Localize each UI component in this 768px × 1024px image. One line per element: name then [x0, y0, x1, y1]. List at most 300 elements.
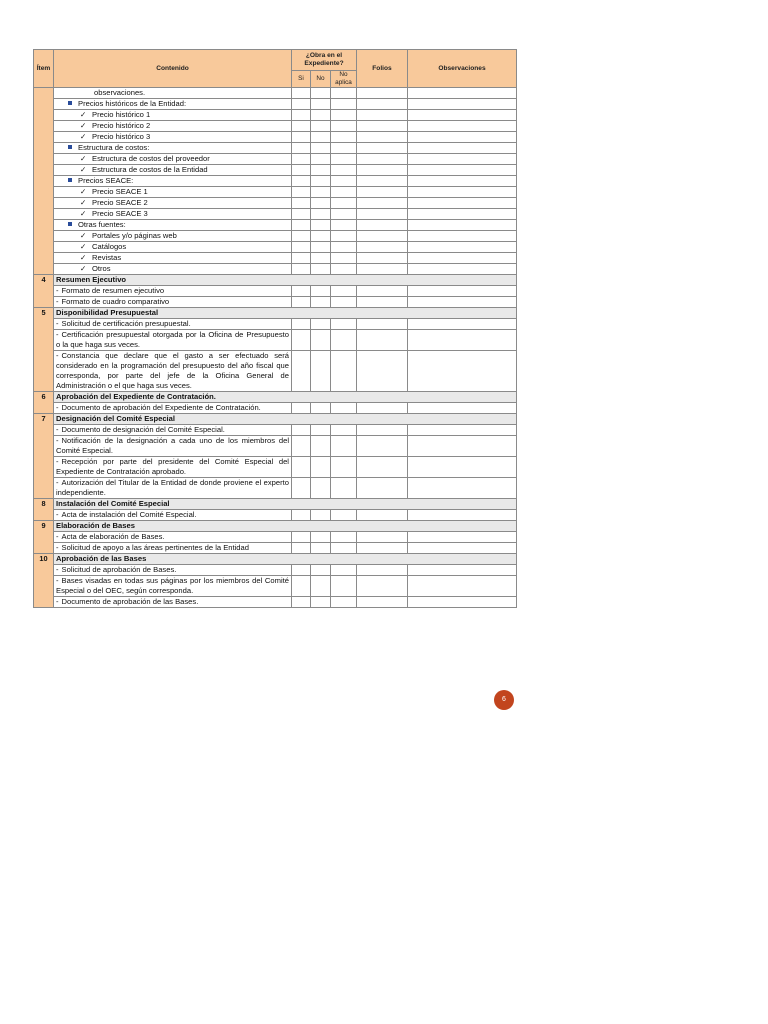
- content-text: Recepción por parte del presidente del Comité Especial del Expediente de Contratación aprobado.: [56, 457, 289, 476]
- check-cell[interactable]: [408, 253, 517, 264]
- check-cell[interactable]: [311, 286, 331, 297]
- content-cell: [54, 99, 292, 110]
- check-cell[interactable]: [357, 220, 408, 231]
- check-cell[interactable]: [357, 330, 408, 351]
- check-cell[interactable]: [331, 330, 357, 351]
- check-cell[interactable]: [292, 532, 311, 543]
- check-cell[interactable]: [311, 457, 331, 478]
- table-row: [34, 99, 517, 110]
- check-cell[interactable]: [311, 565, 331, 576]
- check-cell[interactable]: [331, 99, 357, 110]
- check-cell[interactable]: [311, 143, 331, 154]
- content-text: Precios históricos de la Entidad:: [78, 99, 187, 108]
- check-cell[interactable]: [292, 330, 311, 351]
- content-cell: [54, 209, 292, 220]
- content-cell: [54, 297, 292, 308]
- item-number: 5: [34, 308, 54, 392]
- dash-bullet-icon: -: [56, 597, 59, 606]
- check-cell[interactable]: [408, 187, 517, 198]
- checkmark-icon: ✓: [80, 264, 87, 273]
- check-cell[interactable]: [408, 532, 517, 543]
- check-cell[interactable]: [331, 351, 357, 392]
- check-cell[interactable]: [408, 154, 517, 165]
- content-cell: [54, 88, 292, 99]
- check-cell[interactable]: [331, 231, 357, 242]
- content-text: Acta de instalación del Comité Especial.: [61, 510, 197, 519]
- check-cell[interactable]: [408, 110, 517, 121]
- table-row: [34, 231, 517, 242]
- dash-bullet-icon: -: [56, 330, 59, 339]
- check-cell[interactable]: [357, 198, 408, 209]
- check-cell[interactable]: [292, 478, 311, 499]
- check-cell[interactable]: [311, 132, 331, 143]
- dash-bullet-icon: -: [56, 565, 59, 574]
- item-number-cell: [34, 88, 54, 275]
- content-text: Documento de designación del Comité Especial.: [61, 425, 225, 434]
- checkmark-icon: ✓: [80, 165, 87, 174]
- check-cell[interactable]: [357, 165, 408, 176]
- check-cell[interactable]: [357, 543, 408, 554]
- content-cell: [54, 132, 292, 143]
- checklist-table: [33, 49, 517, 608]
- table-row: [34, 264, 517, 275]
- dash-bullet-icon: -: [56, 403, 59, 412]
- checkmark-icon: ✓: [80, 253, 87, 262]
- content-cell: [54, 143, 292, 154]
- checkmark-icon: ✓: [80, 187, 87, 196]
- content-cell: [54, 330, 292, 351]
- check-cell[interactable]: [331, 209, 357, 220]
- content-cell: [54, 121, 292, 132]
- check-cell[interactable]: [357, 457, 408, 478]
- check-cell[interactable]: [292, 143, 311, 154]
- content-cell: [54, 576, 292, 597]
- check-cell[interactable]: [292, 565, 311, 576]
- table-row: [34, 532, 517, 543]
- check-cell[interactable]: [292, 319, 311, 330]
- content-cell: [54, 286, 292, 297]
- check-cell[interactable]: [331, 121, 357, 132]
- content-cell: [54, 403, 292, 414]
- content-cell: [54, 176, 292, 187]
- check-cell[interactable]: [408, 143, 517, 154]
- check-cell[interactable]: [292, 510, 311, 521]
- check-cell[interactable]: [408, 220, 517, 231]
- content-cell: [54, 154, 292, 165]
- header-item: Ítem: [34, 50, 54, 88]
- table-row: [34, 220, 517, 231]
- check-cell[interactable]: [331, 132, 357, 143]
- check-cell[interactable]: [311, 231, 331, 242]
- check-cell[interactable]: [331, 425, 357, 436]
- table-row: [34, 176, 517, 187]
- check-cell[interactable]: [357, 253, 408, 264]
- check-cell[interactable]: [408, 425, 517, 436]
- content-text: Revistas: [92, 253, 122, 262]
- check-cell[interactable]: [408, 330, 517, 351]
- square-bullet-icon: [68, 145, 72, 149]
- check-cell[interactable]: [331, 576, 357, 597]
- table-row: [34, 121, 517, 132]
- check-cell[interactable]: [408, 403, 517, 414]
- check-cell[interactable]: [292, 110, 311, 121]
- check-cell[interactable]: [331, 457, 357, 478]
- check-cell[interactable]: [311, 242, 331, 253]
- check-cell[interactable]: [408, 165, 517, 176]
- check-cell[interactable]: [331, 532, 357, 543]
- item-number: 8: [34, 499, 54, 521]
- check-cell[interactable]: [408, 478, 517, 499]
- section-header-row: [34, 308, 517, 319]
- item-number: 9: [34, 521, 54, 554]
- check-cell[interactable]: [292, 297, 311, 308]
- check-cell[interactable]: [331, 264, 357, 275]
- check-cell[interactable]: [292, 231, 311, 242]
- dash-bullet-icon: -: [56, 543, 59, 552]
- content-cell: [54, 425, 292, 436]
- check-cell[interactable]: [311, 576, 331, 597]
- check-cell[interactable]: [331, 187, 357, 198]
- content-cell: [54, 264, 292, 275]
- checkmark-icon: ✓: [80, 242, 87, 251]
- check-cell[interactable]: [408, 457, 517, 478]
- content-cell: [54, 187, 292, 198]
- check-cell[interactable]: [311, 253, 331, 264]
- check-cell[interactable]: [357, 532, 408, 543]
- content-text: Constancia que declare que el gasto a ser efectuado será considerado en la programación del presupuesto del año fiscal que corresponda, por parte del jefe de la Oficina General de Administración o el que haga sus veces.: [56, 351, 289, 390]
- check-cell[interactable]: [311, 121, 331, 132]
- check-cell[interactable]: [357, 110, 408, 121]
- check-cell[interactable]: [357, 132, 408, 143]
- item-number: 10: [34, 554, 54, 608]
- check-cell[interactable]: [311, 99, 331, 110]
- table-row: [34, 88, 517, 99]
- check-cell[interactable]: [292, 576, 311, 597]
- check-cell[interactable]: [357, 597, 408, 608]
- check-cell[interactable]: [408, 543, 517, 554]
- check-cell[interactable]: [357, 425, 408, 436]
- check-cell[interactable]: [357, 351, 408, 392]
- content-text: Documento de aprobación de las Bases.: [61, 597, 199, 606]
- check-cell[interactable]: [331, 88, 357, 99]
- check-cell[interactable]: [311, 165, 331, 176]
- check-cell[interactable]: [331, 297, 357, 308]
- check-cell[interactable]: [292, 132, 311, 143]
- dash-bullet-icon: -: [56, 286, 59, 295]
- check-cell[interactable]: [408, 319, 517, 330]
- square-bullet-icon: [68, 101, 72, 105]
- content-text: Precio histórico 3: [92, 132, 151, 141]
- content-text: Solicitud de aprobación de Bases.: [61, 565, 177, 574]
- dash-bullet-icon: -: [56, 576, 59, 585]
- check-cell[interactable]: [292, 99, 311, 110]
- header-si: Si: [292, 71, 311, 88]
- content-cell: [54, 319, 292, 330]
- content-text: Notificación de la designación a cada uno de los miembros del Comité Especial.: [56, 436, 289, 455]
- check-cell[interactable]: [311, 478, 331, 499]
- check-cell[interactable]: [357, 436, 408, 457]
- table-row: [34, 543, 517, 554]
- check-cell[interactable]: [331, 176, 357, 187]
- check-cell[interactable]: [331, 154, 357, 165]
- check-cell[interactable]: [311, 330, 331, 351]
- check-cell[interactable]: [357, 510, 408, 521]
- content-cell: [54, 543, 292, 554]
- check-cell[interactable]: [331, 242, 357, 253]
- content-text: Formato de cuadro comparativo: [61, 297, 170, 306]
- check-cell[interactable]: [408, 121, 517, 132]
- check-cell[interactable]: [292, 198, 311, 209]
- check-cell[interactable]: [408, 176, 517, 187]
- content-text: Otros: [92, 264, 111, 273]
- header-observaciones: Observaciones: [408, 50, 517, 88]
- check-cell[interactable]: [331, 319, 357, 330]
- table-row: [34, 510, 517, 521]
- check-cell[interactable]: [311, 154, 331, 165]
- check-cell[interactable]: [408, 597, 517, 608]
- check-cell[interactable]: [292, 220, 311, 231]
- check-cell[interactable]: [311, 187, 331, 198]
- table-row: [34, 576, 517, 597]
- table-row: [34, 457, 517, 478]
- check-cell[interactable]: [311, 403, 331, 414]
- check-cell[interactable]: [292, 88, 311, 99]
- table-header: [34, 50, 517, 88]
- check-cell[interactable]: [311, 176, 331, 187]
- header-folios: Folios: [357, 50, 408, 88]
- content-text: Precio SEACE 3: [92, 209, 148, 218]
- table-row: [34, 132, 517, 143]
- check-cell[interactable]: [357, 143, 408, 154]
- content-text: Precio histórico 2: [92, 121, 151, 130]
- content-text: Otras fuentes:: [78, 220, 126, 229]
- check-cell[interactable]: [292, 351, 311, 392]
- section-title: Aprobación del Expediente de Contratación.: [54, 392, 517, 403]
- content-text: Portales y/o páginas web: [92, 231, 177, 240]
- check-cell[interactable]: [408, 576, 517, 597]
- content-cell: [54, 436, 292, 457]
- check-cell[interactable]: [331, 510, 357, 521]
- check-cell[interactable]: [311, 510, 331, 521]
- content-text: Precio SEACE 1: [92, 187, 148, 196]
- content-cell: [54, 110, 292, 121]
- check-cell[interactable]: [292, 121, 311, 132]
- table-row: [34, 253, 517, 264]
- table-row: [34, 425, 517, 436]
- dash-bullet-icon: -: [56, 436, 59, 445]
- check-cell[interactable]: [408, 297, 517, 308]
- check-cell[interactable]: [311, 220, 331, 231]
- check-cell[interactable]: [331, 143, 357, 154]
- dash-bullet-icon: -: [56, 478, 59, 487]
- content-cell: [54, 242, 292, 253]
- check-cell[interactable]: [311, 297, 331, 308]
- header-no: No: [311, 71, 331, 88]
- section-title: Instalación del Comité Especial: [54, 499, 517, 510]
- check-cell[interactable]: [311, 597, 331, 608]
- dash-bullet-icon: -: [56, 297, 59, 306]
- content-text: Precio SEACE 2: [92, 198, 148, 207]
- table-row: [34, 597, 517, 608]
- table-row: [34, 165, 517, 176]
- table-row: [34, 209, 517, 220]
- check-cell[interactable]: [331, 403, 357, 414]
- check-cell[interactable]: [357, 403, 408, 414]
- section-title: Disponibilidad Presupuestal: [54, 308, 517, 319]
- table-row: [34, 297, 517, 308]
- check-cell[interactable]: [357, 478, 408, 499]
- table-row: [34, 565, 517, 576]
- table-row: [34, 351, 517, 392]
- dash-bullet-icon: -: [56, 532, 59, 541]
- table-row: [34, 198, 517, 209]
- checkmark-icon: ✓: [80, 121, 87, 130]
- check-cell[interactable]: [292, 154, 311, 165]
- check-cell[interactable]: [357, 264, 408, 275]
- content-cell: [54, 597, 292, 608]
- content-cell: [54, 565, 292, 576]
- check-cell[interactable]: [331, 198, 357, 209]
- check-cell[interactable]: [408, 242, 517, 253]
- check-cell[interactable]: [357, 187, 408, 198]
- check-cell[interactable]: [408, 565, 517, 576]
- check-cell[interactable]: [408, 286, 517, 297]
- section-header-row: [34, 392, 517, 403]
- check-cell[interactable]: [357, 121, 408, 132]
- checkmark-icon: ✓: [80, 209, 87, 218]
- item-number: 7: [34, 414, 54, 499]
- check-cell[interactable]: [357, 319, 408, 330]
- check-cell[interactable]: [292, 436, 311, 457]
- checkmark-icon: ✓: [80, 110, 87, 119]
- content-cell: [54, 231, 292, 242]
- check-cell[interactable]: [311, 543, 331, 554]
- content-text: Estructura de costos del proveedor: [92, 154, 210, 163]
- dash-bullet-icon: -: [56, 425, 59, 434]
- check-cell[interactable]: [311, 319, 331, 330]
- check-cell[interactable]: [292, 457, 311, 478]
- check-cell[interactable]: [357, 286, 408, 297]
- table-row: [34, 319, 517, 330]
- square-bullet-icon: [68, 222, 72, 226]
- check-cell[interactable]: [357, 576, 408, 597]
- check-cell[interactable]: [311, 425, 331, 436]
- check-cell[interactable]: [331, 110, 357, 121]
- check-cell[interactable]: [292, 543, 311, 554]
- check-cell[interactable]: [357, 297, 408, 308]
- content-text: Bases visadas en todas sus páginas por los miembros del Comité Especial o del OEC, según corresponda.: [56, 576, 289, 595]
- content-text: Precio histórico 1: [92, 110, 151, 119]
- check-cell[interactable]: [331, 565, 357, 576]
- content-text: Precios SEACE:: [78, 176, 134, 185]
- check-cell[interactable]: [357, 231, 408, 242]
- section-header-row: [34, 521, 517, 532]
- content-text: Certificación presupuestal otorgada por la Oficina de Presupuesto o la que haga sus veces.: [56, 330, 289, 349]
- content-cell: [54, 220, 292, 231]
- dash-bullet-icon: -: [56, 351, 59, 360]
- check-cell[interactable]: [292, 187, 311, 198]
- table-row: [34, 187, 517, 198]
- check-cell[interactable]: [357, 154, 408, 165]
- table-row: [34, 286, 517, 297]
- table-row: [34, 242, 517, 253]
- check-cell[interactable]: [311, 110, 331, 121]
- check-cell[interactable]: [292, 597, 311, 608]
- check-cell[interactable]: [331, 543, 357, 554]
- content-cell: [54, 510, 292, 521]
- check-cell[interactable]: [331, 286, 357, 297]
- check-cell[interactable]: [357, 242, 408, 253]
- check-cell[interactable]: [357, 99, 408, 110]
- check-cell[interactable]: [408, 209, 517, 220]
- check-cell[interactable]: [292, 403, 311, 414]
- square-bullet-icon: [68, 178, 72, 182]
- check-cell[interactable]: [331, 478, 357, 499]
- check-cell[interactable]: [311, 209, 331, 220]
- table-row: [34, 143, 517, 154]
- page-number-badge: 6: [494, 690, 514, 710]
- check-cell[interactable]: [408, 264, 517, 275]
- check-cell[interactable]: [292, 286, 311, 297]
- check-cell[interactable]: [408, 510, 517, 521]
- check-cell[interactable]: [331, 220, 357, 231]
- content-text: Catálogos: [92, 242, 127, 251]
- check-cell[interactable]: [292, 264, 311, 275]
- check-cell[interactable]: [311, 88, 331, 99]
- check-cell[interactable]: [408, 351, 517, 392]
- content-text: Solicitud de certificación presupuestal.: [61, 319, 191, 328]
- content-cell: [54, 457, 292, 478]
- check-cell[interactable]: [292, 209, 311, 220]
- check-cell[interactable]: [331, 597, 357, 608]
- checkmark-icon: ✓: [80, 154, 87, 163]
- check-cell[interactable]: [357, 565, 408, 576]
- check-cell[interactable]: [408, 231, 517, 242]
- check-cell[interactable]: [311, 198, 331, 209]
- check-cell[interactable]: [292, 165, 311, 176]
- check-cell[interactable]: [292, 176, 311, 187]
- table-row: [34, 110, 517, 121]
- section-header-row: [34, 414, 517, 425]
- content-cell: [54, 532, 292, 543]
- check-cell[interactable]: [311, 351, 331, 392]
- table-row: [34, 330, 517, 351]
- check-cell[interactable]: [311, 264, 331, 275]
- section-title: Designación del Comité Especial: [54, 414, 517, 425]
- check-cell[interactable]: [408, 99, 517, 110]
- check-cell[interactable]: [357, 176, 408, 187]
- check-cell[interactable]: [357, 209, 408, 220]
- check-cell[interactable]: [357, 88, 408, 99]
- dash-bullet-icon: -: [56, 457, 59, 466]
- check-cell[interactable]: [292, 242, 311, 253]
- check-cell[interactable]: [331, 253, 357, 264]
- check-cell[interactable]: [408, 436, 517, 457]
- content-text: Formato de resumen ejecutivo: [61, 286, 165, 295]
- check-cell[interactable]: [408, 88, 517, 99]
- check-cell[interactable]: [292, 425, 311, 436]
- check-cell[interactable]: [292, 253, 311, 264]
- content-cell: [54, 165, 292, 176]
- check-cell[interactable]: [408, 132, 517, 143]
- check-cell[interactable]: [311, 532, 331, 543]
- item-number: 4: [34, 275, 54, 308]
- item-number: 6: [34, 392, 54, 414]
- check-cell[interactable]: [331, 165, 357, 176]
- check-cell[interactable]: [331, 436, 357, 457]
- check-cell[interactable]: [311, 436, 331, 457]
- check-cell[interactable]: [408, 198, 517, 209]
